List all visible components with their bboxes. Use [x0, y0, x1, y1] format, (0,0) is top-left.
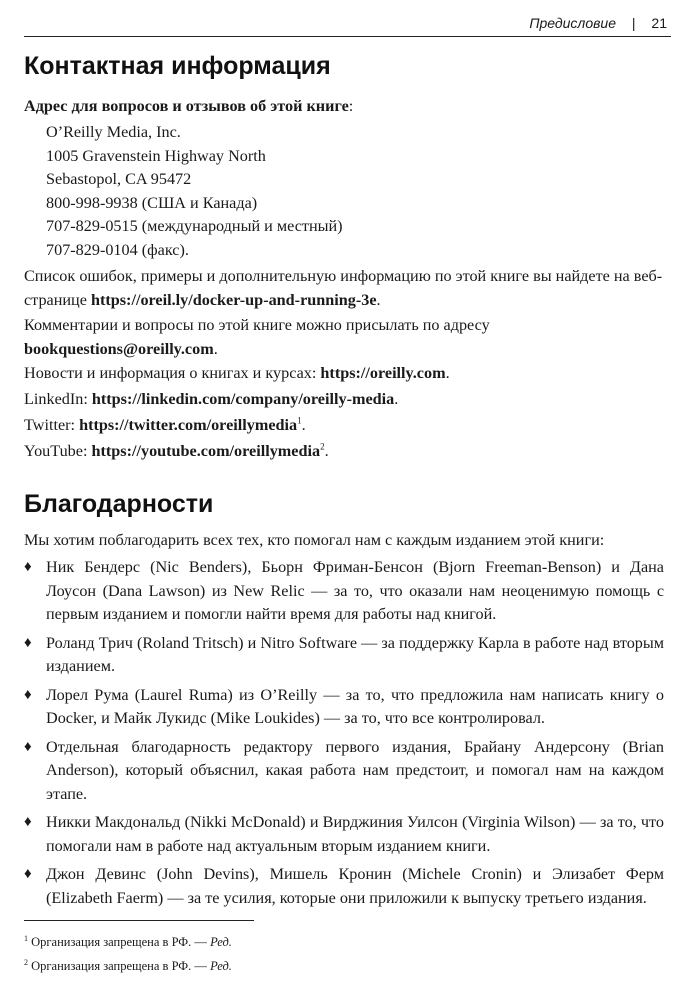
footnote-mark: 1 [24, 933, 28, 943]
linkedin-link[interactable]: https://linkedin.com/company/oreilly-media [91, 390, 395, 408]
footnote-mark: 2 [24, 957, 28, 967]
footnote [24, 935, 232, 950]
errata-paragraph [24, 265, 664, 312]
fax-line: 707-829-0104 (факс). [46, 240, 189, 259]
list-item-text: Лорел Рума (Laurel Ruma) из O’Reilly — за то, что предложила нам написать книгу о Docker, и Майк Лукидс (Mike Loukides) — за то, что все контролировал. [46, 685, 664, 727]
list-item-text: Никки Макдональд (Nikki McDonald) и Вирджиния Уилсон (Virginia Wilson) — за то, что помогали нам в работе над актуальным вторым изданием книги. [46, 813, 664, 855]
thanks-heading: Благодарности [24, 490, 214, 518]
errata-end: . [376, 290, 381, 309]
diamond-bullet-icon: ♦ [24, 866, 32, 882]
news-paragraph [24, 362, 664, 386]
youtube-paragraph [24, 440, 664, 464]
footnote-ref[interactable]: 2 [320, 441, 325, 452]
address-intro [24, 95, 664, 119]
linkedin-end: . [394, 390, 399, 408]
address-line: O’Reilly Media, Inc. [46, 123, 181, 141]
page-number: 21 [651, 15, 667, 31]
diamond-bullet-icon: ♦ [24, 559, 32, 575]
list-item [24, 863, 664, 910]
address-line: Sebastopol, CA 95472 [46, 170, 192, 188]
list-item [24, 736, 664, 807]
address-intro-label: Адрес для вопросов и отзывов об этой книге [24, 97, 349, 115]
diamond-bullet-icon: ♦ [24, 634, 32, 651]
comments-text: Комментарии и вопросы по этой книге можно присылать по адресу [24, 316, 490, 334]
oreilly-link[interactable]: https://oreilly.com [320, 364, 446, 382]
linkedin-label: LinkedIn: [24, 390, 92, 408]
header-separator: | [631, 15, 636, 31]
twitter-end: . [301, 416, 306, 434]
diamond-bullet-icon: ♦ [24, 814, 32, 830]
footnote-text: Организация запрещена в РФ. — [31, 959, 211, 973]
thanks-intro: Мы хотим поблагодарить всех тех, кто помогал нам с каждым изданием этой книги: [24, 531, 605, 549]
comments-end: . [213, 339, 218, 358]
twitter-link[interactable]: https://twitter.com/oreillymedia [79, 416, 298, 434]
email-link[interactable]: bookquestions@oreilly.com [24, 339, 214, 358]
list-item-text: Роланд Трич (Roland Tritsch) и Nitro Software — за поддержку Карла в работе над вторым изданием. [46, 633, 664, 675]
phone-line: 800-998-9938 (США и Канада) [46, 193, 258, 212]
diamond-bullet-icon: ♦ [24, 686, 32, 703]
diamond-bullet-icon: ♦ [24, 738, 32, 755]
linkedin-paragraph [24, 388, 664, 412]
list-item [24, 811, 664, 858]
errata-link[interactable]: https://oreil.ly/docker-up-and-running-3e [90, 290, 377, 309]
footnote-text: Организация запрещена в РФ. — [31, 935, 211, 949]
section-title: Предисловие [529, 15, 616, 31]
twitter-paragraph [24, 414, 664, 438]
list-item-text: Ник Бендерс (Nic Benders), Бьорн Фриман-Бенсон (Bjorn Freeman-Benson) и Дана Лоусон (Dana Lawson) из New Relic — за то, что оказали нам неоценимую помощь с первым изданием и помогли найти время для работы над книгой. [46, 558, 664, 623]
list-item-text: Отдельная благодарность редактору первого издания, Брайану Андерсону (Brian Anderson), который объяснил, какая работа нам предстоит, и помогал нам на каждом этапе. [46, 737, 664, 803]
youtube-link[interactable]: https://youtube.com/oreillymedia [91, 442, 321, 460]
address-line: 1005 Gravenstein Highway North [46, 146, 266, 165]
footnote [24, 959, 232, 974]
news-end: . [445, 364, 450, 382]
address-intro-colon: : [348, 97, 354, 115]
errata-text: Список ошибок, примеры и дополнительную информацию по этой книге вы найдете на веб-странице [24, 267, 663, 309]
list-item-text: Джон Девинс (John Devins), Мишель Кронин (Michele Cronin) и Элизабет Ферм (Elizabeth Faerm) — за те усилия, которые они приложили к выпуску третьего издания. [46, 865, 664, 907]
footnote-ref[interactable]: 1 [297, 415, 302, 426]
phone-line: 707-829-0515 (международный и местный) [46, 217, 343, 235]
youtube-end: . [324, 442, 329, 460]
news-text: Новости и информация о книгах и курсах: [24, 364, 321, 382]
twitter-label: Twitter: [24, 416, 80, 434]
youtube-label: YouTube: [24, 442, 92, 460]
list-item [24, 632, 664, 679]
running-head [24, 10, 671, 37]
footnote-editor: Ред. [210, 959, 232, 973]
list-item [24, 556, 664, 627]
footnote-divider [24, 920, 254, 921]
postal-address [46, 121, 646, 262]
comments-paragraph [24, 314, 664, 361]
contact-heading: Контактная информация [24, 52, 331, 80]
footnote-editor: Ред. [210, 935, 232, 949]
thanks-list [24, 556, 664, 915]
list-item [24, 684, 664, 731]
